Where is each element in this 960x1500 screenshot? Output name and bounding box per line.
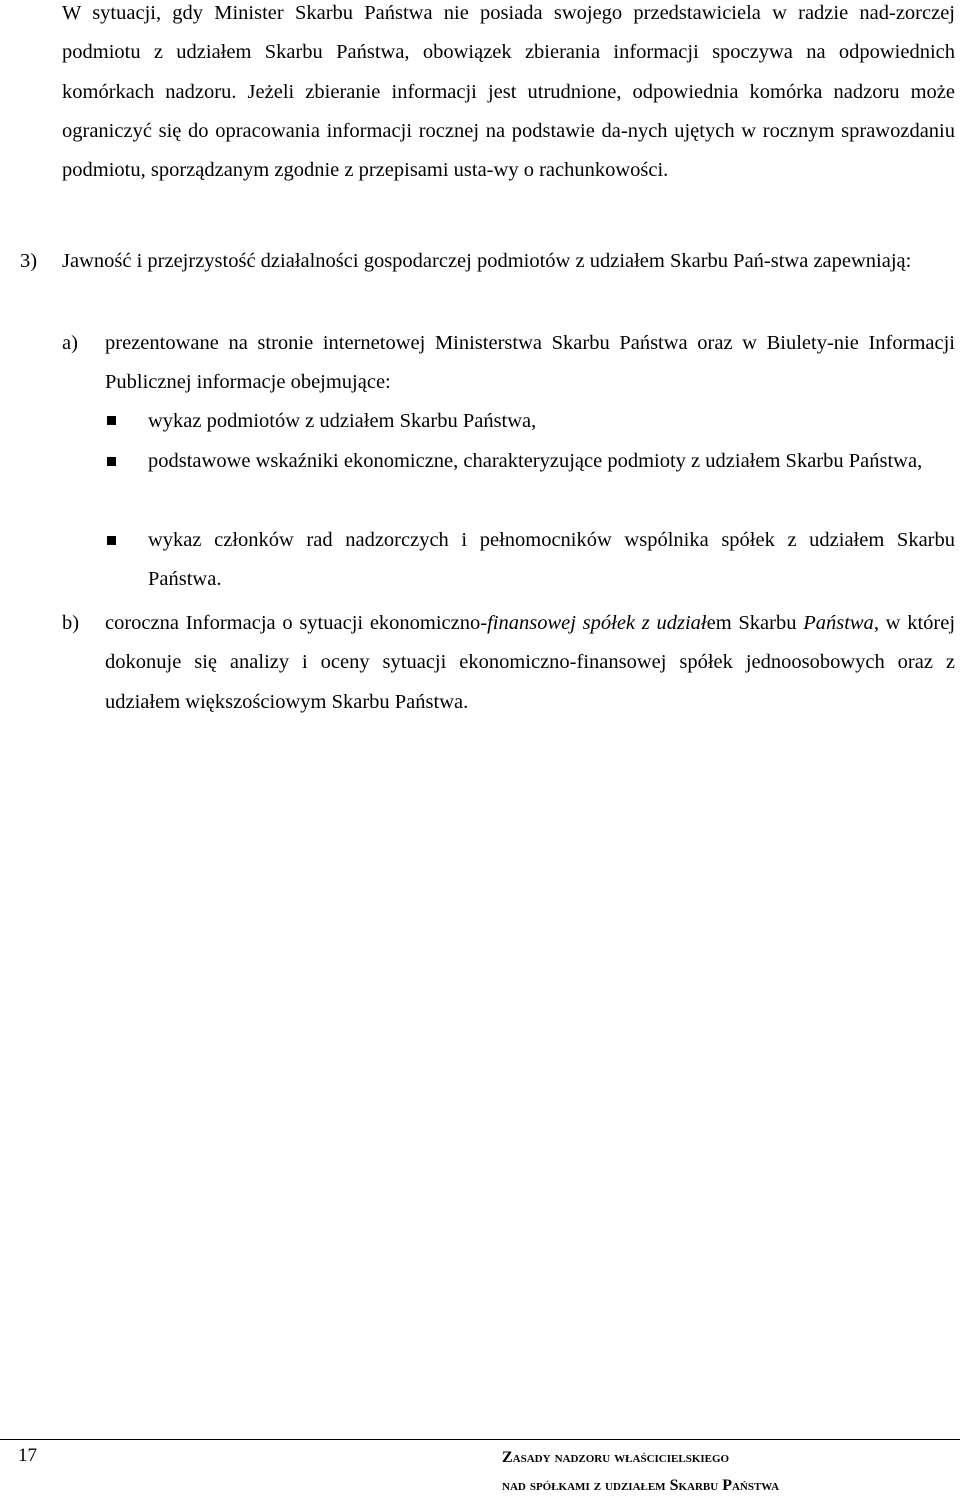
footer-title: [502, 1444, 922, 1500]
bullet-item-2: podstawowe wskaźniki ekonomiczne, charakteryzujące podmioty z udziałem Skarbu Państwa,: [148, 450, 923, 472]
item-b-marker: b): [62, 612, 80, 634]
point-3-text: Jawność i przejrzystość działalności gospodarczej podmiotów z udziałem Skarbu Pań-stwa zapewniają:: [62, 250, 912, 272]
intro-paragraph: W sytuacji, gdy Minister Skarbu Państwa nie posiada swojego przedstawiciela w radzie nad-zorczej podmiotu z udziałem Skarbu Państwa, obowiązek zbierania informacji spoczywa na odpowiednich komórkach nadzoru. Jeżeli zbieranie informacji jest utrudnione, odpowiednia komórka nadzoru może ograniczyć się do opracowania informacji rocznej na podstawie da-nych ujętych w rocznym sprawozdaniu podmiotu, sporządzanym zgodnie z przepisami usta-wy o rachunkowości.: [62, 2, 955, 182]
footer-divider: [0, 1439, 960, 1440]
item-a-marker: a): [62, 332, 78, 354]
footer-title-line-1: Zasady nadzoru właścicielskiego: [502, 1449, 730, 1466]
item-b-text-part2: em Skarbu: [706, 612, 804, 634]
item-b-text-part1: coroczna Informacja o sytuacji ekonomiczno-: [105, 612, 488, 634]
page-number: 17: [18, 1445, 37, 1466]
item-b-text: [105, 604, 955, 722]
item-b-text-part3: , w której dokonuje się analizy i oceny sytuacji ekonomiczno-finansowej spółek jednoosobowych oraz z udziałem większościowym Skarbu Państwa.: [105, 612, 956, 713]
bullet-square-icon: [107, 457, 116, 466]
item-a-text: prezentowane na stronie internetowej Ministerstwa Skarbu Państwa oraz w Biulety-nie Informacji Publicznej informacje obejmujące:: [105, 332, 955, 394]
bullet-square-icon: [107, 536, 116, 545]
item-b-text-italic2: Państwa: [803, 612, 874, 634]
footer-title-line-2: nad spółkami z udziałem Skarbu Państwa: [502, 1477, 780, 1494]
point-3-marker: 3): [20, 250, 38, 272]
bullet-square-icon: [107, 416, 116, 425]
bullet-item-1: wykaz podmiotów z udziałem Skarbu Państwa,: [148, 410, 537, 432]
bullet-item-3: wykaz członków rad nadzorczych i pełnomocników wspólnika spółek z udziałem Skarbu Państwa.: [148, 529, 955, 591]
item-b-text-italic: finansowej spółek z udział: [487, 612, 707, 634]
